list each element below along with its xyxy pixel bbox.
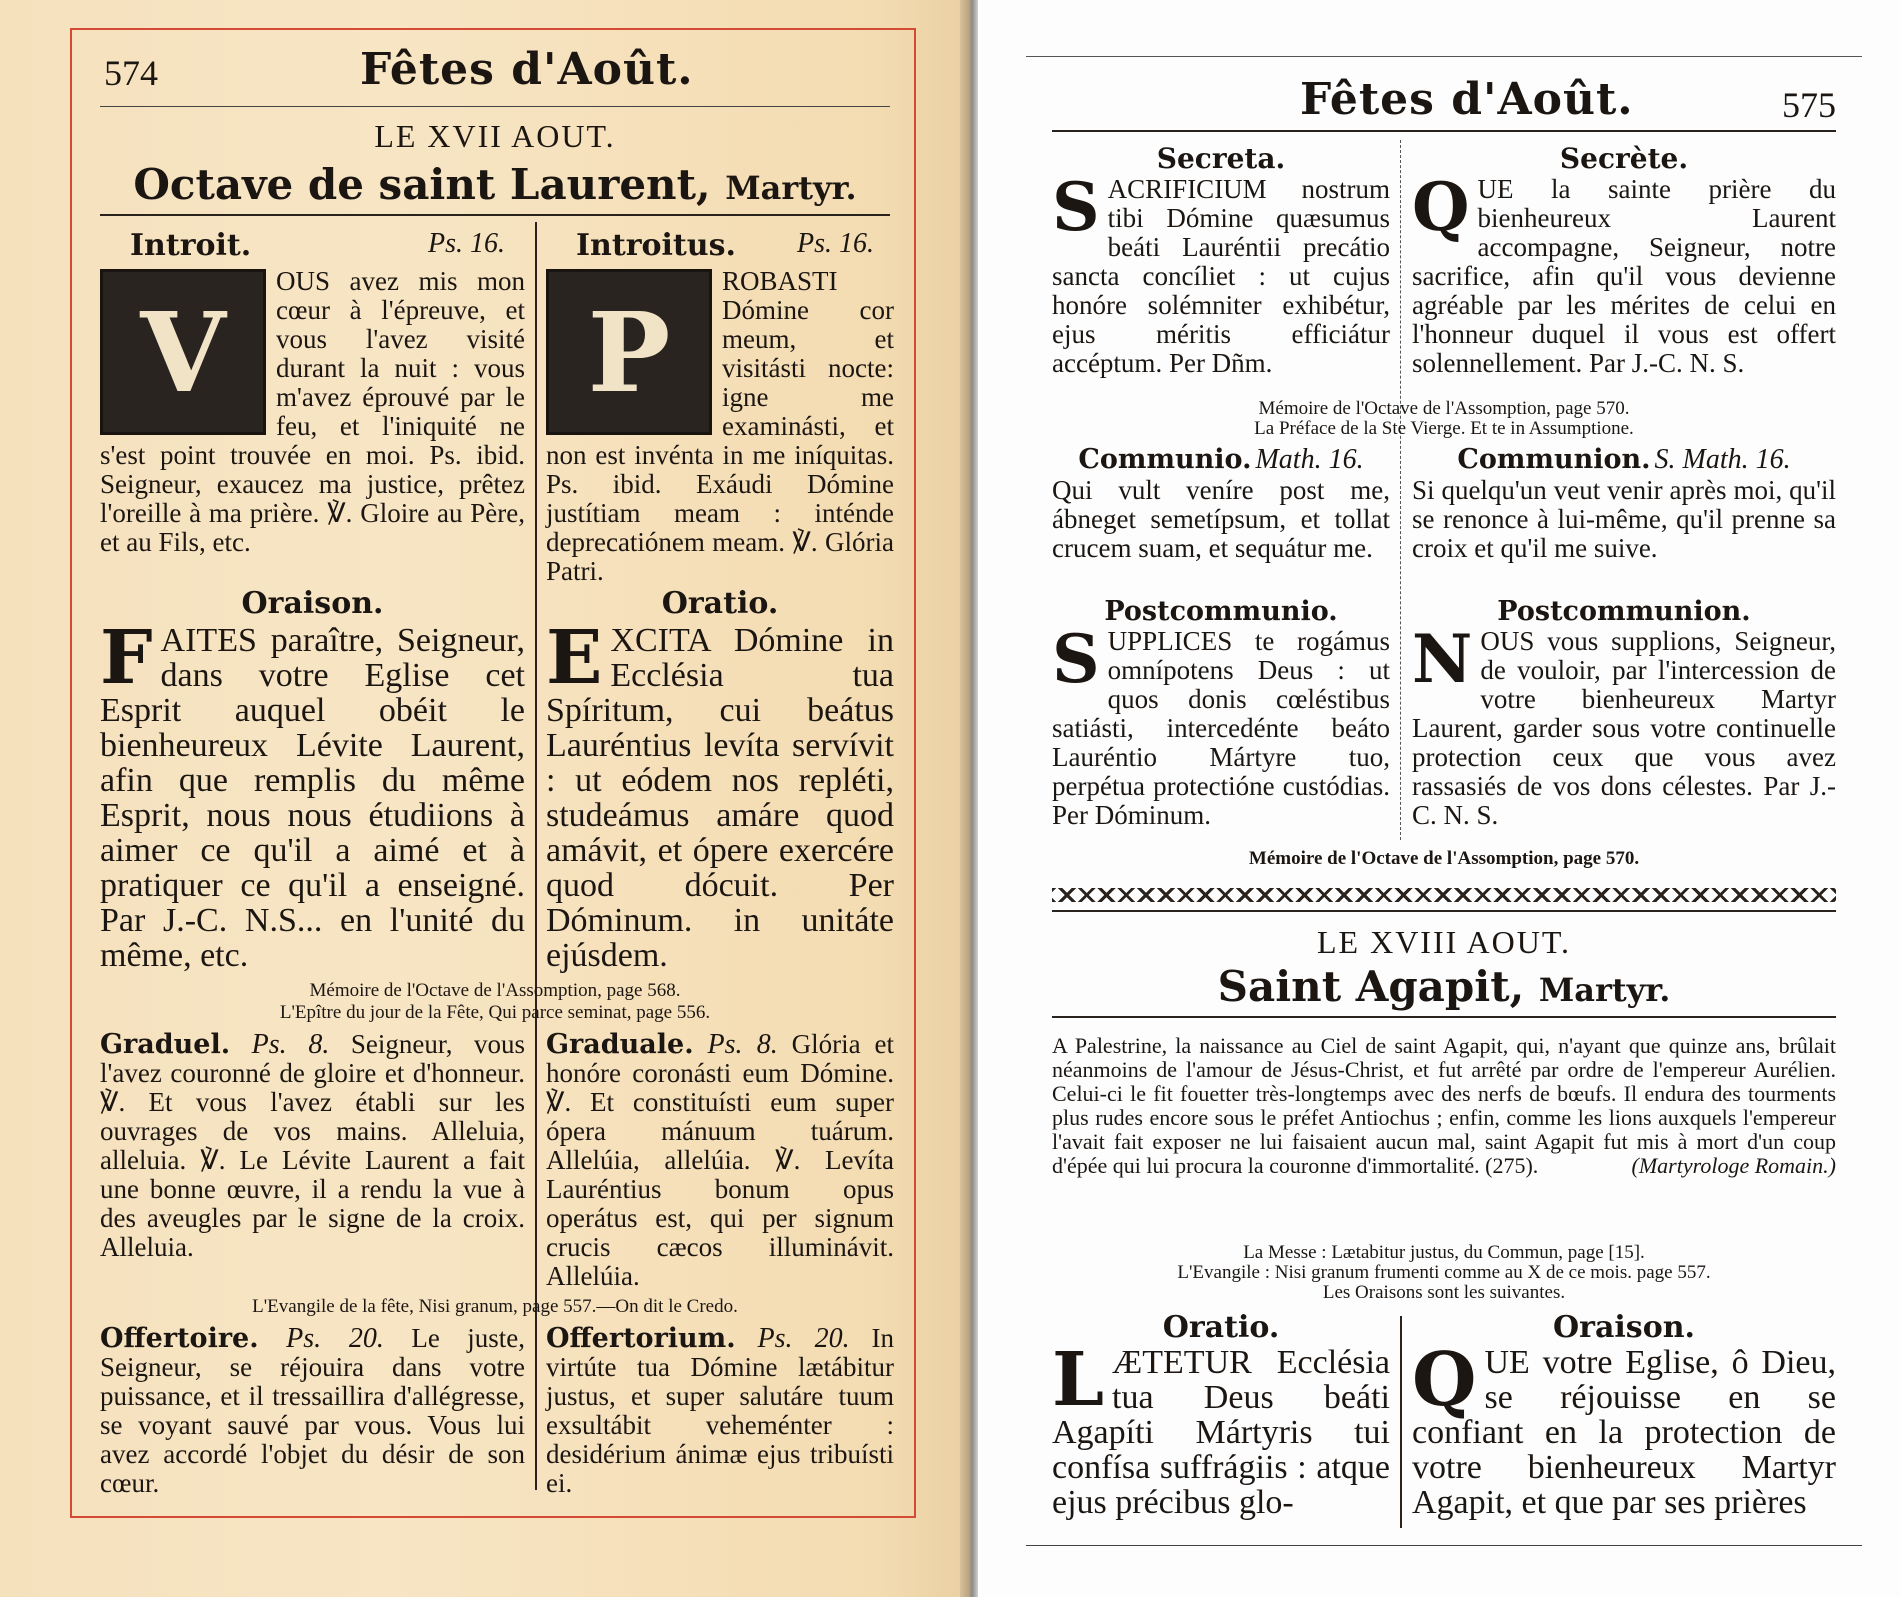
note-evangile-right: L'Evangile : Nisi granum frumenti comme au X de ce mois. page 557.: [1177, 1262, 1711, 1283]
running-head-right: Fêtes d'Août.: [1300, 74, 1634, 125]
postcommunion-text: OUS vous supplions, Seigneur, de vouloir, par l'intercession de votre bienheureux Martyr Laurent, garder sous votre continuelle protection ceux que vous avez rassasiés de vos dons célestes. Par J.-C. N. S.: [1412, 626, 1836, 830]
communio-section: [1052, 444, 1390, 563]
feast-title-right: [1052, 962, 1836, 1011]
offertorium-text: In virtúte tua Dómine lætábitur justus, et super salutáre tuum exsultábit veheménter : desidérium ánimæ ejus tribuísti ei.: [546, 1323, 895, 1498]
offertorium-section: [546, 1324, 894, 1498]
initial-s-secreta: S: [1052, 168, 1100, 246]
postcommunio-text: UPPLICES te rogámus omnípotens Deus : ut quos donis cœléstibus satiásti, intercedénte beáto Lauréntio Mártyre tuo, perpétua protectióne custódias. Per Dóminum.: [1052, 626, 1390, 830]
secrete-body: [1412, 168, 1836, 378]
feast-title-suffix: Martyr.: [725, 169, 857, 207]
offertorium-heading: Offertorium.: [546, 1323, 736, 1354]
note-memoire-right-2: Mémoire de l'Octave de l'Assomption, page 570.: [1248, 848, 1640, 869]
feast-title-text: Octave de saint Laurent,: [133, 160, 711, 209]
communion-heading: Communion.: [1457, 444, 1651, 475]
introit-text: OUS avez mis mon cœur à l'épreuve, et vous l'avez visité durant la nuit : vous m'avez éprouvé par le feu, et l'iniquité ne s'est point trouvée en moi. Ps. ibid. Seigneur, exaucez ma justice, prêtez l'oreille à ma prière. ℣. Gloire au Père, et au Fils, etc.: [100, 266, 525, 557]
communion-ref: S. Math. 16.: [1654, 444, 1791, 475]
initial-l: L: [1052, 1337, 1105, 1423]
postcommunio-body: [1052, 620, 1390, 830]
oratio-right-body: [1052, 1337, 1390, 1521]
martyrology-text: A Palestrine, la naissance au Ciel de saint Agapit, qui, n'ayant que quinze ans, brûlait néanmoins de l'amour de Jésus-Christ, et fut arrêté par ordre de l'empereur Aurélien. Celui-ci le fit fouetter très-longtemps avec des nerfs de bœufs. Il endura des tourments plus rudes encore sous le préfet Antiochus ; enfin, comme les lions auxquels l'empereur l'avait fait exposer ne lui faisaient aucun mal, saint Agapit fut mis à mort d'un coup d'épée qui lui procura la couronne d'immortalité. (275).: [1052, 1033, 1836, 1178]
feast-date: LE XVII AOUT.: [374, 118, 616, 154]
initial-q-secrete: Q: [1412, 168, 1470, 246]
oratio-right-heading: Oratio.: [1162, 1310, 1280, 1345]
secrete-section: [1412, 142, 1836, 378]
postcommunion-section: [1412, 596, 1836, 830]
graduale-section: [546, 1030, 894, 1291]
communio-heading: Communio.: [1078, 444, 1252, 475]
offertoire-text: Le juste, Seigneur, se réjouira dans votre puissance, et il tressaillira d'allégresse, se voyant sauvé par vous. Vous lui avez accordé l'objet du désir de son cœur.: [100, 1323, 526, 1498]
introit-ref: Ps. 16.: [428, 228, 505, 259]
note-oraisons: Les Oraisons sont les suivantes.: [1322, 1282, 1566, 1303]
oraison-right-heading: Oraison.: [1553, 1310, 1695, 1345]
martyrology-source: (Martyrologe Romain.): [1631, 1153, 1836, 1178]
ornate-initial-p: P: [546, 269, 712, 435]
oratio-right-section: [1052, 1310, 1390, 1520]
feast-date-right: LE XVIII AOUT.: [1316, 924, 1571, 960]
oraison-right-section: [1412, 1310, 1836, 1520]
introit-body: [100, 267, 525, 557]
introitus-body: [546, 267, 894, 586]
oratio-body: [546, 615, 894, 974]
note-preface: La Préface de la Ste Vierge. Et te in Assumptione.: [1254, 418, 1634, 439]
secreta-heading: Secreta.: [1156, 142, 1286, 175]
ornamental-rule: [1052, 888, 1836, 902]
secrete-heading: Secrète.: [1559, 142, 1689, 175]
graduel-section: [100, 1030, 525, 1262]
note-memoire-right: Mémoire de l'Octave de l'Assomption, page 570.: [1258, 398, 1630, 419]
oratio-section: [546, 586, 894, 973]
offertoire-section: [100, 1324, 525, 1498]
feast-title-right-text: Saint Agapit,: [1217, 962, 1525, 1011]
note-messe: La Messe : Lætabitur justus, du Commun, page [15].: [1243, 1242, 1645, 1263]
oraison-right-text: UE votre Eglise, ô Dieu, se réjouisse en se confiant en la protection de votre bienheureux Martyr Agapit, et que par ses prières: [1412, 1344, 1836, 1521]
secreta-text: ACRIFICIUM nostrum tibi Dómine quæsumus beáti Lauréntii precátio sancta concíliet : ut cujus honóre solémniter exhibétur, ejus méritis efficiátur accéptum. Per Dñm.: [1052, 174, 1390, 378]
graduale-ref: Ps. 8.: [707, 1029, 778, 1060]
initial-n-postcommunion: N: [1412, 620, 1473, 698]
oraison-heading: Oraison.: [241, 586, 384, 621]
oratio-heading: Oratio.: [661, 586, 779, 621]
graduel-ref: Ps. 8.: [251, 1029, 330, 1060]
graduale-text: Glória et honóre coronásti eum Dómine. ℣. Et constituísti eum super ópera mánuum tuárum. Allelúia, allelúia. ℣. Levíta Lauréntius bonum opus operátus est, qui per signum crucis cæcos illuminávit. Allelúia.: [546, 1029, 895, 1291]
secrete-text: UE la sainte prière du bienheureux Laurent accompagne, Seigneur, notre sacrifice, afin qu'il vous devienne agréable par les mérites de celui en l'honneur duquel il vous est offert solennellement. Par J.-C. N. S.: [1412, 174, 1836, 378]
book-gutter: [960, 0, 980, 1597]
initial-f: F: [100, 615, 153, 701]
communion-section: [1412, 444, 1836, 563]
oraison-text: AITES paraître, Seigneur, dans votre Eglise cet Esprit auquel obéit le bienheureux Lévite Laurent, afin que remplis du même Esprit, nous nous étudiions à aimer ce qu'il a aimé et à pratiquer ce qu'il a enseigné. Par J.-C. N.S... en l'unité du même, etc.: [100, 622, 525, 974]
graduel-text: Seigneur, vous l'avez couronné de gloire et d'honneur. ℣. Et vous l'avez établi sur les ouvrages de vos mains. Alleluia, alleluia. ℣. Le Lévite Laurent a fait une bonne œuvre, il a rendu la vue à des aveugles par le signe de la croix. Alleluia.: [100, 1029, 526, 1262]
postcommunion-body: [1412, 620, 1836, 830]
introitus-heading: Introitus.: [576, 228, 736, 263]
introitus-section: [546, 228, 894, 586]
offertoire-heading: Offertoire.: [100, 1323, 259, 1354]
introit-section: [100, 228, 525, 557]
graduel-heading: Graduel.: [100, 1029, 231, 1060]
communio-ref: Math. 16.: [1255, 444, 1364, 475]
offertorium-ref: Ps. 20.: [757, 1323, 850, 1354]
initial-s-postcommunio: S: [1052, 620, 1100, 698]
note-memoire: Mémoire de l'Octave de l'Assomption, page 568.: [309, 980, 681, 1001]
initial-q-oraison: Q: [1412, 1337, 1477, 1423]
note-evangile: L'Evangile de la fête, Nisi granum, page 557.—On dit le Credo.: [252, 1296, 738, 1317]
secreta-body: [1052, 168, 1390, 378]
note-epitre: L'Epître du jour de la Fête, Qui parce seminat, page 556.: [279, 1002, 711, 1023]
oratio-text: XCITA Dómine in Ecclésia tua Spíritum, cui beátus Lauréntius levíta servívit : ut eódem nos repléti, studeámus amáre quod amávit, et ópere exercére quod dócuit. Per Dóminum. in unitáte ejúsdem.: [546, 622, 894, 974]
offertoire-ref: Ps. 20.: [286, 1323, 384, 1354]
page-number-right: 575: [1782, 85, 1836, 125]
ornate-initial-v: V: [100, 269, 266, 435]
communio-text: Qui vult veníre post me, ábneget semetípsum, et tollat crucem suam, et sequátur me.: [1052, 475, 1390, 563]
initial-e: E: [546, 615, 603, 701]
postcommunio-heading: Postcommunio.: [1104, 596, 1338, 627]
martyrology: [1052, 1034, 1836, 1178]
feast-title-right-suffix: Martyr.: [1538, 971, 1671, 1009]
oratio-right-text: ÆTETUR Ecclésia tua Deus beáti Agapíti Mártyris tui confísa suffrágiis : atque ejus précibus glo-: [1052, 1344, 1390, 1521]
postcommunion-heading: Postcommunion.: [1497, 596, 1751, 627]
communion-text: Si quelqu'un veut venir après moi, qu'il se renonce à lui-même, qu'il prenne sa croix et qu'il me suive.: [1412, 475, 1836, 563]
graduale-heading: Graduale.: [546, 1029, 694, 1060]
oraison-section: [100, 586, 525, 973]
running-head: Fêtes d'Août.: [360, 44, 694, 95]
introitus-text: ROBASTI Dómine cor meum, et visitásti nocte: igne me examinásti, et non est invénta in me iníquitas. Ps. ibid. Exáudi Dómine justítiam meam : inténde deprecatiónem meam. ℣. Glória Patri.: [546, 266, 894, 586]
page-number: 574: [104, 53, 158, 93]
feast-title: [100, 160, 890, 209]
postcommunio-section: [1052, 596, 1390, 830]
oraison-body: [100, 615, 525, 974]
introitus-ref: Ps. 16.: [797, 228, 874, 259]
secreta-section: [1052, 142, 1390, 378]
oraison-right-body: [1412, 1337, 1836, 1521]
introit-heading: Introit.: [130, 228, 252, 263]
